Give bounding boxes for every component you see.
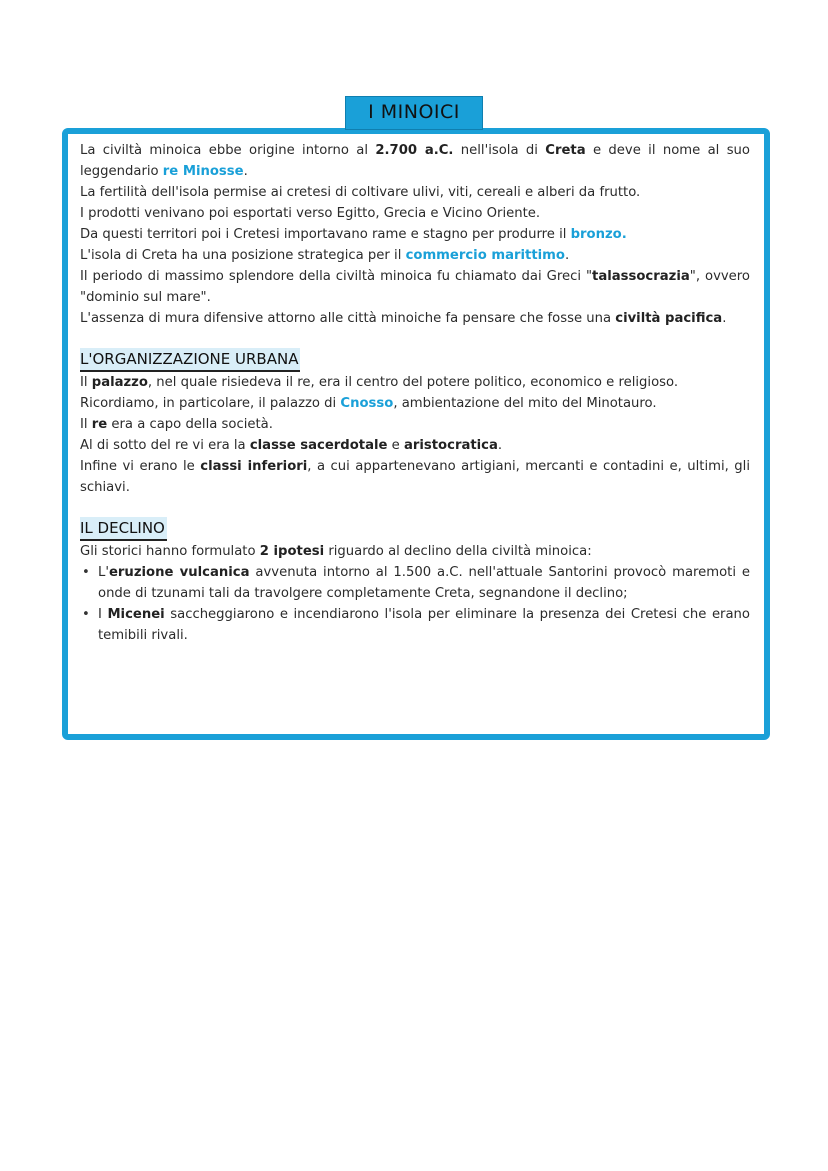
title-wrap [0, 96, 828, 130]
urban-section [80, 348, 750, 498]
urban-paragraph-3: Il re era a capo della società. [80, 417, 273, 432]
ipotesi-highlight: 2 ipotesi [259, 544, 325, 559]
cnosso-highlight: Cnosso [340, 396, 394, 411]
decline-heading: IL DECLINO [80, 517, 167, 541]
civilta-pacifica-highlight: civiltà pacifica [615, 311, 723, 326]
eruzione-highlight: eruzione vulcanica [108, 565, 250, 580]
creta-highlight: Creta [545, 143, 586, 158]
intro-paragraph-1: La civiltà minoica ebbe origine intorno al 2.700 a.C. nell'isola di Creta e deve il nome al suo leggendario re Minosse. [80, 143, 750, 179]
talassocrazia-highlight: talassocrazia [592, 269, 690, 284]
urban-heading: L'ORGANIZZAZIONE URBANA [80, 348, 300, 372]
urban-paragraph-4: Al di sotto del re vi era la classe sacerdotale e aristocratica. [80, 438, 503, 453]
decline-list [80, 562, 750, 646]
bronzo-highlight: bronzo. [570, 227, 627, 242]
date-highlight: 2.700 a.C. [375, 143, 454, 158]
micenei-highlight: Micenei [107, 607, 165, 622]
minosse-highlight: re Minosse [162, 164, 244, 179]
intro-paragraph-2: La fertilità dell'isola permise ai cretesi di coltivare ulivi, viti, cereali e alberi da frutto. [80, 185, 641, 200]
intro-paragraph-7: L'assenza di mura difensive attorno alle città minoiche fa pensare che fosse una civiltà pacifica. [80, 311, 727, 326]
content-box [62, 128, 770, 740]
list-item: • I Micenei saccheggiarono e incendiarono l'isola per eliminare la presenza dei Cretesi che erano temibili rivali. [98, 604, 750, 646]
list-item: • L'eruzione vulcanica avvenuta intorno al 1.500 a.C. nell'attuale Santorini provocò maremoti e onde di tzunami tali da travolgere completamente Creta, segnandone il declino; [98, 562, 750, 604]
urban-paragraph-1: Il palazzo, nel quale risiedeva il re, era il centro del potere politico, economico e religioso. [80, 375, 679, 390]
intro-paragraph-4: Da questi territori poi i Cretesi importavano rame e stagno per produrre il bronzo. [80, 227, 627, 242]
palazzo-highlight: palazzo [91, 375, 148, 390]
aristocratica-highlight: aristocratica [403, 438, 498, 453]
decline-section [80, 517, 750, 646]
classi-inferiori-highlight: classi inferiori [200, 459, 308, 474]
decline-paragraph-1: Gli storici hanno formulato 2 ipotesi riguardo al declino della civiltà minoica: [80, 544, 592, 559]
page-title: I MINOICI [345, 96, 483, 130]
urban-paragraph-5: Infine vi erano le classi inferiori, a cui appartenevano artigiani, mercanti e contadini e, ultimi, gli schiavi. [80, 459, 750, 495]
intro-paragraph-5: L'isola di Creta ha una posizione strategica per il commercio marittimo. [80, 248, 570, 263]
urban-paragraph-2: Ricordiamo, in particolare, il palazzo di Cnosso, ambientazione del mito del Minotauro. [80, 396, 657, 411]
intro-paragraph-3: I prodotti venivano poi esportati verso Egitto, Grecia e Vicino Oriente. [80, 206, 541, 221]
intro-paragraph-6: Il periodo di massimo splendore della civiltà minoica fu chiamato dai Greci "talassocrazia", ovvero "dominio sul mare". [80, 269, 750, 305]
re-highlight: re [91, 417, 108, 432]
classe-sacerdotale-highlight: classe sacerdotale [249, 438, 388, 453]
commercio-highlight: commercio marittimo [405, 248, 565, 263]
